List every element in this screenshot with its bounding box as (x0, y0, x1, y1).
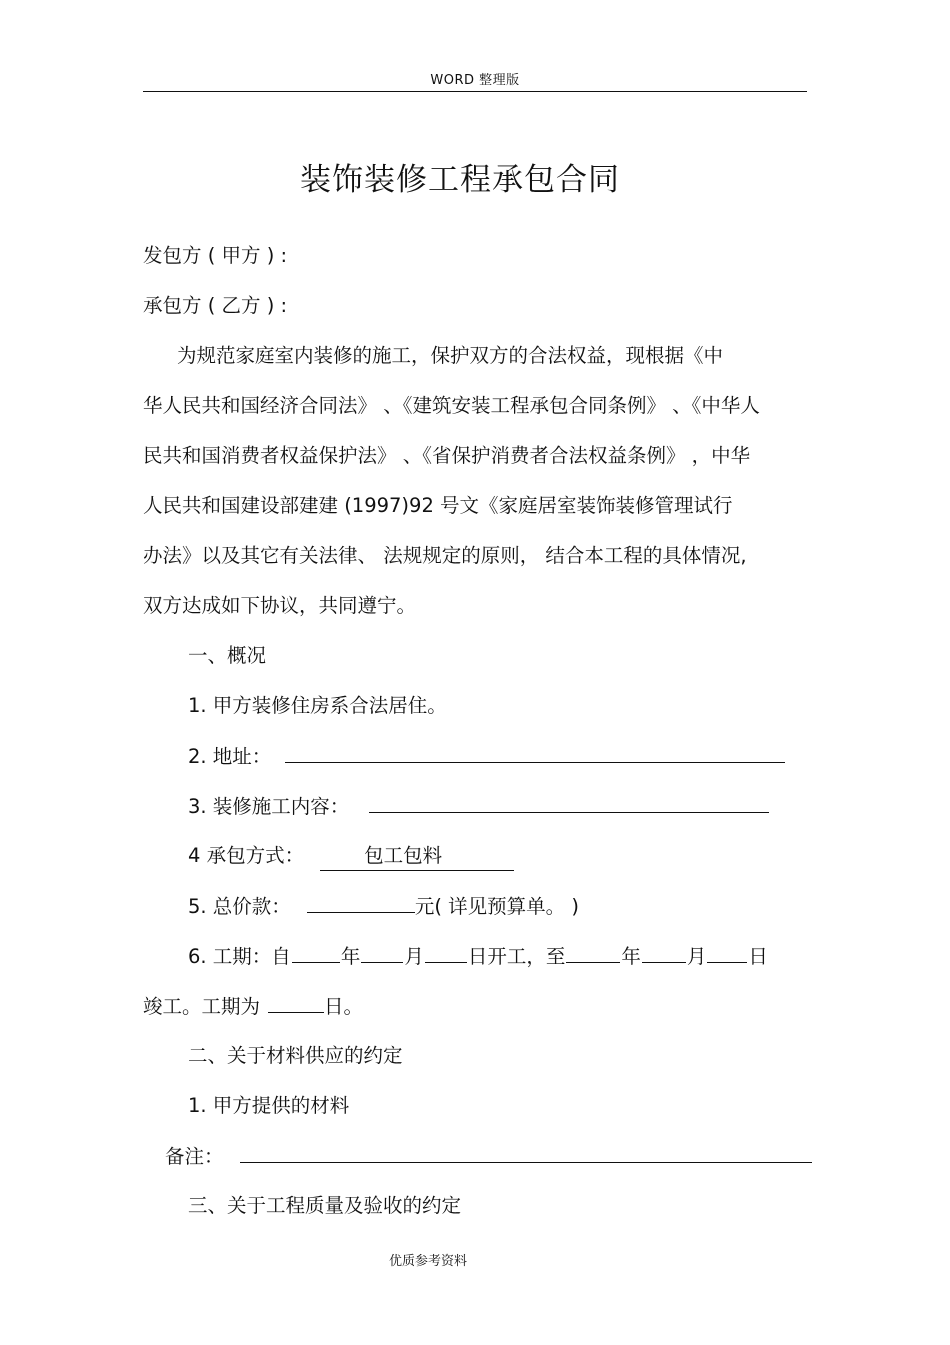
content-label: 3. 装修施工内容： (188, 795, 350, 818)
content-blank[interactable] (369, 792, 769, 813)
preamble-line-4: 人民共和国建设部建建 (1997)92 号文《家庭居室装饰装修管理试行 (143, 494, 733, 517)
start-day-blank[interactable] (425, 942, 467, 963)
price-suffix: 元( 详见预算单。 ) (414, 895, 579, 918)
party-b-line: 承包方 ( 乙方 ) : (143, 294, 288, 317)
start-day-unit: 日开工，至 (467, 945, 566, 968)
price-label: 5. 总价款： (188, 895, 291, 918)
note-blank[interactable] (240, 1142, 812, 1163)
end-day-unit: 日 (748, 945, 768, 968)
end-month-blank[interactable] (642, 942, 686, 963)
section-2-item-1: 1. 甲方提供的材料 (188, 1094, 350, 1117)
document-title: 装饰装修工程承包合同 (300, 162, 620, 198)
preamble-line-5: 办法》以及其它有关法律、 法规规定的原则， 结合本工程的具体情况, (143, 544, 747, 567)
start-year-unit: 年 (340, 945, 361, 968)
start-month-unit: 月 (404, 945, 424, 968)
duration-label: 6. 工期：自 (188, 945, 291, 968)
price-blank[interactable] (307, 892, 415, 913)
preamble-line-1: 为规范家庭室内装修的施工，保护双方的合法权益，现根据《中 (177, 344, 724, 367)
duration-total-label: 竣工。工期为 (143, 995, 261, 1018)
start-month-blank[interactable] (361, 942, 403, 963)
item-6-duration (188, 942, 768, 971)
duration-days-blank[interactable] (268, 992, 324, 1013)
note-line (165, 1142, 814, 1171)
item-6-duration-line-2 (143, 992, 363, 1021)
address-label: 2. 地址： (188, 745, 272, 768)
preamble-line-6: 双方达成如下协议，共同遵宁。 (143, 594, 417, 617)
preamble-line-2: 华人民共和国经济合同法》 、《建筑安装工程承包合同条例》 、《中华人 (143, 394, 760, 417)
method-value[interactable]: 包工包料 (320, 842, 514, 871)
end-year-blank[interactable] (566, 942, 620, 963)
method-label: 4 承包方式： (188, 844, 305, 867)
start-year-blank[interactable] (292, 942, 340, 963)
note-label: 备注： (165, 1145, 224, 1168)
end-year-unit: 年 (621, 945, 641, 968)
party-a-line: 发包方 ( 甲方 ) : (143, 244, 288, 267)
item-4-method (188, 842, 514, 871)
section-2-heading: 二、关于材料供应的约定 (188, 1044, 403, 1067)
item-5-price (188, 892, 579, 921)
duration-days-unit: 日。 (324, 995, 364, 1018)
preamble-line-3: 民共和国消费者权益保护法》 、《省保护消费者合法权益条例》 ，中华 (143, 444, 751, 467)
page-header: WORD 整理版 (430, 73, 520, 88)
header-divider (143, 91, 807, 92)
address-blank[interactable] (285, 742, 785, 763)
end-day-blank[interactable] (707, 942, 747, 963)
item-1-residence: 1. 甲方装修住房系合法居住。 (188, 694, 447, 717)
section-3-heading: 三、关于工程质量及验收的约定 (188, 1194, 462, 1217)
page-footer: 优质参考资料 (388, 1254, 467, 1269)
section-1-heading: 一、概况 (188, 644, 267, 667)
end-month-unit: 月 (686, 945, 707, 968)
item-3-content (188, 792, 771, 821)
item-2-address (188, 742, 787, 771)
